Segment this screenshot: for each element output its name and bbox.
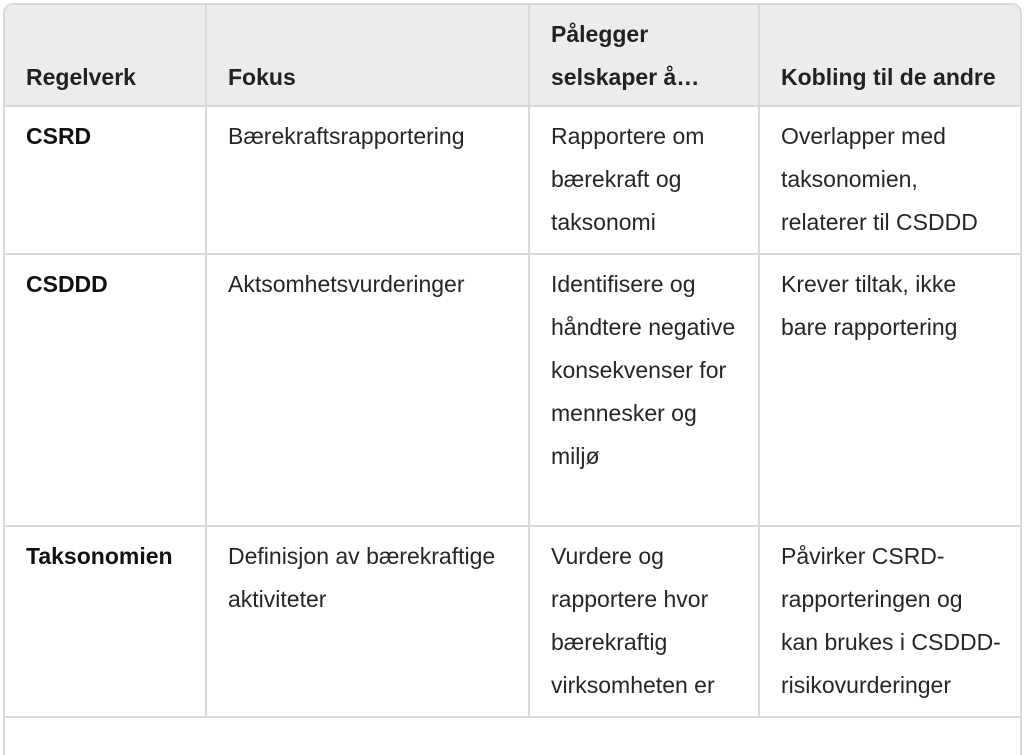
cell-palegger: Rapportere om bærekraft og taksonomi	[529, 106, 759, 254]
cell-palegger: Identifisere og håndtere negative konsekvenser for mennesker og miljø	[529, 254, 759, 526]
header-fokus: Fokus	[206, 5, 529, 106]
table-body	[5, 106, 1020, 717]
cell-regelverk: CSDDD	[5, 254, 206, 526]
header-row	[5, 5, 1020, 106]
header-regelverk: Regelverk	[5, 5, 206, 106]
cell-kobling: Overlapper med taksonomien, relaterer til CSDDD	[759, 106, 1020, 254]
cell-kobling: Påvirker CSRD-rapporteringen og kan brukes i CSDDD-risikovurderinger	[759, 526, 1020, 717]
cell-fokus: Aktsomhetsvurderinger	[206, 254, 529, 526]
cell-palegger: Vurdere og rapportere hvor bærekraftig virksomheten er	[529, 526, 759, 717]
cell-kobling: Krever tiltak, ikke bare rapportering	[759, 254, 1020, 526]
table-header	[5, 5, 1020, 106]
cell-fokus: Bærekraftsrapportering	[206, 106, 529, 254]
header-kobling: Kobling til de andre	[759, 5, 1020, 106]
regulation-table-container	[3, 3, 1022, 755]
cell-regelverk: Taksonomien	[5, 526, 206, 717]
cell-regelverk: CSRD	[5, 106, 206, 254]
regulation-table	[5, 5, 1020, 718]
table-row	[5, 106, 1020, 254]
header-palegger: Pålegger selskaper å…	[529, 5, 759, 106]
table-row	[5, 254, 1020, 526]
cell-fokus: Definisjon av bærekraftige aktiviteter	[206, 526, 529, 717]
table-row	[5, 526, 1020, 717]
